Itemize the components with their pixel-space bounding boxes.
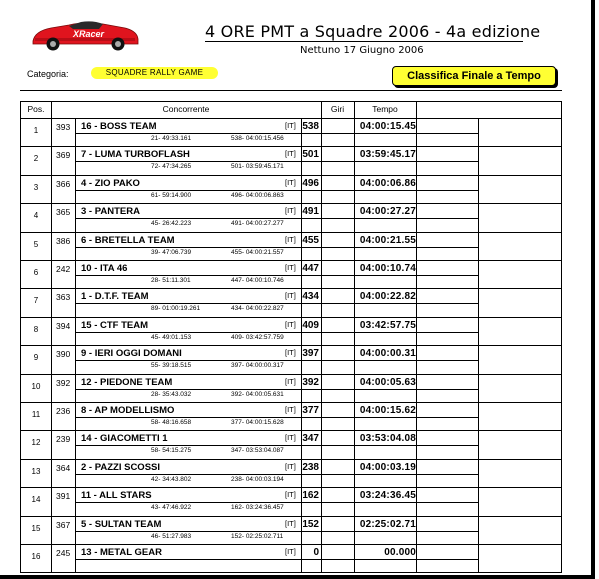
row-divider: [21, 288, 561, 289]
row-subdivider: [75, 360, 478, 361]
row-car-number: 369: [56, 150, 71, 161]
row-team-name[interactable]: 14 - GIACOMETTI 1: [81, 433, 168, 445]
row-laps: 491: [302, 206, 319, 218]
race-car-logo: [29, 17, 141, 53]
row-laps: 377: [302, 405, 319, 416]
row-subdivider: [75, 559, 478, 560]
row-time: 04:00:06.86: [359, 177, 416, 189]
row-time: 03:53:04.08: [359, 433, 416, 445]
row-position: 11: [31, 410, 41, 419]
row-time: 04:00:03.19: [359, 461, 416, 473]
row-best-lap: 45- 49:01.153: [151, 333, 192, 341]
row-last-lap: 409- 03:42:57.759: [231, 333, 284, 341]
row-divider: [21, 175, 561, 176]
row-team-name[interactable]: 3 - PANTERA: [81, 206, 140, 218]
row-time: 03:59:45.17: [359, 149, 416, 161]
row-divider: [21, 374, 561, 375]
row-divider: [21, 516, 561, 517]
row-car-number: 239: [56, 434, 71, 445]
row-best-lap: 43- 47:46.922: [151, 504, 192, 512]
row-last-lap: 447- 04:00:10.746: [231, 277, 284, 284]
row-car-number: 242: [56, 264, 71, 274]
column-header-time: Tempo: [372, 104, 398, 114]
row-team-name[interactable]: 8 - AP MODELLISMO: [81, 405, 175, 416]
row-last-lap: 496- 04:00:06.863: [231, 191, 284, 199]
row-best-lap: 46- 51:27.983: [151, 532, 192, 540]
row-country-tag: [IT]: [285, 518, 296, 528]
row-car-number: 392: [56, 377, 71, 388]
row-position: 12: [31, 438, 41, 448]
row-divider: [21, 402, 561, 403]
row-position: 5: [33, 239, 39, 249]
row-time: 02:25:02.71: [359, 518, 416, 530]
row-divider: [21, 317, 561, 318]
row-time: 03:42:57.75: [359, 319, 416, 331]
row-position: 10: [31, 381, 41, 391]
row-last-lap: 377- 04:00:15.628: [231, 419, 284, 426]
row-best-lap: 61- 59:14.900: [151, 191, 192, 199]
row-divider: [21, 345, 561, 346]
row-subdivider: [75, 161, 478, 162]
row-best-lap: 39- 47:06.739: [151, 248, 192, 256]
header-separator: [20, 90, 562, 91]
column-header-laps: Giri: [330, 104, 345, 114]
row-laps: 152: [302, 518, 319, 530]
row-last-lap: 434- 04:00:22.827: [231, 305, 284, 313]
row-subdivider: [75, 190, 478, 191]
row-last-lap: 397- 04:00:00.317: [231, 362, 284, 370]
row-subdivider: [75, 218, 478, 219]
row-position: 14: [31, 495, 41, 505]
row-car-number: 391: [56, 491, 71, 502]
col-divider-pos: [51, 102, 52, 572]
row-best-lap: 21- 49:33.161: [151, 135, 192, 142]
row-subdivider: [75, 303, 478, 304]
row-laps: 409: [302, 319, 319, 331]
row-last-lap: 162- 03:24:36.457: [231, 504, 284, 512]
row-last-lap: 538- 04:00:15.456: [231, 135, 284, 142]
row-team-name[interactable]: 13 - METAL GEAR: [81, 547, 162, 558]
row-subdivider: [75, 247, 478, 248]
row-country-tag: [IT]: [285, 149, 296, 159]
row-time: 04:00:05.63: [359, 376, 416, 388]
row-country-tag: [IT]: [285, 461, 296, 471]
row-subdivider: [75, 275, 478, 276]
row-laps: 392: [302, 376, 319, 388]
row-country-tag: [IT]: [285, 405, 296, 414]
row-country-tag: [IT]: [285, 234, 296, 244]
row-divider: [21, 487, 561, 488]
row-position: 4: [33, 211, 39, 221]
row-car-number: 245: [56, 548, 71, 558]
row-divider: [21, 260, 561, 261]
results-table: [20, 101, 562, 573]
row-position: 15: [31, 523, 41, 533]
row-country-tag: [IT]: [285, 121, 296, 130]
column-header-competitor: Concorrente: [162, 104, 210, 114]
row-team-name[interactable]: 10 - ITA 46: [81, 263, 128, 274]
row-time: 04:00:10.74: [359, 263, 416, 274]
title-underline: [205, 41, 523, 42]
row-divider: [21, 544, 561, 545]
row-time: 00.000: [384, 547, 416, 558]
row-team-name[interactable]: 2 - PAZZI SCOSSI: [81, 461, 161, 473]
row-team-name[interactable]: 16 - BOSS TEAM: [81, 121, 157, 132]
svg-text:XRacer: XRacer: [73, 29, 105, 39]
row-best-lap: 42- 34:43.802: [151, 475, 192, 483]
row-last-lap: 152- 02:25:02.711: [231, 532, 284, 540]
row-best-lap: 58- 48:16.658: [151, 419, 192, 426]
row-country-tag: [IT]: [285, 291, 296, 301]
row-subdivider: [75, 417, 478, 418]
row-car-number: 363: [56, 292, 71, 303]
row-best-lap: 28- 35:43.032: [151, 390, 192, 398]
row-car-number: 394: [56, 320, 71, 331]
row-country-tag: [IT]: [285, 319, 296, 329]
row-position: 16: [31, 552, 41, 561]
row-position: 9: [33, 353, 39, 363]
row-subdivider: [75, 531, 478, 532]
column-header-pos: Pos.: [27, 104, 45, 114]
row-position: 7: [33, 296, 39, 306]
row-country-tag: [IT]: [285, 490, 296, 500]
row-best-lap: 55- 39:18.515: [151, 362, 192, 370]
row-car-number: 386: [56, 235, 71, 246]
page-title: 4 ORE PMT a Squadre 2006 - 4a edizione: [205, 22, 541, 41]
row-divider: [21, 430, 561, 431]
row-car-number: 367: [56, 519, 71, 530]
row-last-lap: 455- 04:00:21.557: [231, 248, 284, 256]
row-country-tag: [IT]: [285, 547, 296, 556]
row-position: 6: [33, 268, 39, 277]
row-team-name[interactable]: 1 - D.T.F. TEAM: [81, 291, 149, 303]
row-time: 04:00:27.27: [359, 206, 416, 218]
row-time: 04:00:00.31: [359, 348, 416, 360]
row-best-lap: 45- 26:42.223: [151, 220, 192, 228]
row-team-name[interactable]: 15 - CTF TEAM: [81, 319, 149, 331]
final-ranking-button[interactable]: Classifica Finale a Tempo: [392, 66, 556, 86]
row-laps: 455: [302, 234, 319, 246]
row-time: 04:00:15.45: [359, 121, 416, 132]
row-time: 03:24:36.45: [359, 490, 416, 502]
row-best-lap: 89- 01:00:19.261: [151, 305, 201, 313]
row-country-tag: [IT]: [285, 348, 296, 358]
row-subdivider: [75, 332, 478, 333]
row-best-lap: 72- 47:34.265: [151, 163, 192, 171]
row-country-tag: [IT]: [285, 433, 296, 443]
row-subdivider: [75, 133, 478, 134]
row-laps: 162: [302, 490, 319, 502]
row-car-number: 393: [56, 122, 71, 132]
row-time: 04:00:15.62: [359, 405, 416, 416]
row-country-tag: [IT]: [285, 263, 296, 272]
row-divider: [21, 146, 561, 147]
row-team-name[interactable]: 7 - LUMA TURBOFLASH: [81, 149, 190, 161]
row-car-number: 390: [56, 349, 71, 360]
event-date: Nettuno 17 Giugno 2006: [300, 45, 424, 56]
row-last-lap: 501- 03:59:45.171: [231, 163, 284, 171]
row-country-tag: [IT]: [285, 177, 296, 187]
row-laps: 347: [302, 433, 319, 445]
row-position: 3: [33, 182, 39, 192]
row-laps: 0: [313, 547, 319, 558]
header-divider: [21, 118, 561, 119]
row-car-number: 365: [56, 207, 71, 218]
row-time: 04:00:21.55: [359, 234, 416, 246]
row-last-lap: 347- 03:53:04.087: [231, 447, 284, 455]
row-last-lap: 238- 04:00:03.194: [231, 475, 284, 483]
row-position: 13: [31, 466, 41, 476]
row-divider: [21, 203, 561, 204]
row-subdivider: [75, 474, 478, 475]
row-position: 1: [33, 126, 39, 135]
row-position: 8: [33, 324, 39, 334]
row-team-name[interactable]: 5 - SULTAN TEAM: [81, 518, 162, 530]
row-laps: 496: [302, 177, 319, 189]
row-laps: 447: [302, 263, 319, 274]
row-best-lap: 58- 54:15.275: [151, 447, 192, 455]
row-team-name[interactable]: 6 - BRETELLA TEAM: [81, 234, 175, 246]
row-laps: 238: [302, 461, 319, 473]
row-time: 04:00:22.82: [359, 291, 416, 303]
row-laps: 397: [302, 348, 319, 360]
row-laps: 538: [302, 121, 319, 132]
row-best-lap: 28- 51:11.301: [151, 277, 191, 284]
row-car-number: 364: [56, 462, 71, 473]
row-country-tag: [IT]: [285, 206, 296, 216]
row-last-lap: 392- 04:00:05.631: [231, 390, 284, 398]
row-team-name[interactable]: 4 - ZIO PAKO: [81, 177, 140, 189]
row-last-lap: 491- 04:00:27.277: [231, 220, 284, 228]
row-laps: 501: [302, 149, 319, 161]
row-subdivider: [75, 445, 478, 446]
row-laps: 434: [302, 291, 319, 303]
row-divider: [21, 232, 561, 233]
row-team-name[interactable]: 11 - ALL STARS: [81, 490, 152, 502]
row-team-name[interactable]: 9 - IERI OGGI DOMANI: [81, 348, 182, 360]
row-country-tag: [IT]: [285, 376, 296, 386]
row-subdivider: [75, 502, 478, 503]
row-subdivider: [75, 389, 478, 390]
row-divider: [21, 459, 561, 460]
category-badge: SQUADRE RALLY GAME: [91, 67, 218, 79]
row-car-number: 236: [56, 406, 71, 416]
row-team-name[interactable]: 12 - PIEDONE TEAM: [81, 376, 173, 388]
row-position: 2: [33, 154, 39, 164]
row-car-number: 366: [56, 178, 71, 189]
category-label: Categoria:: [27, 69, 69, 79]
